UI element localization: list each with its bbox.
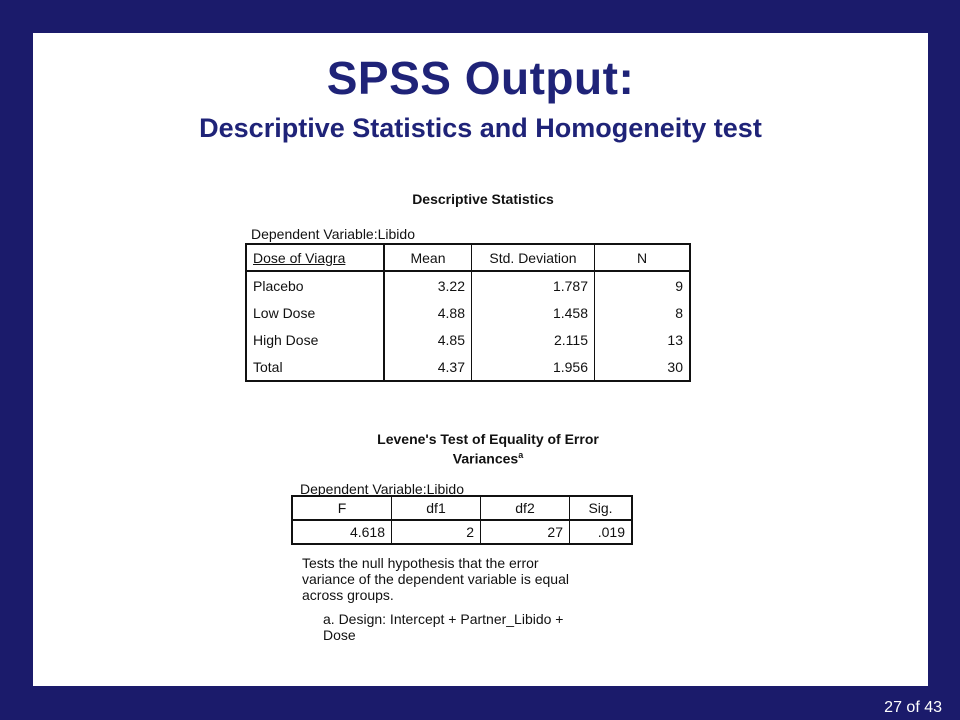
descriptives-dependent-variable: Dependent Variable:Libido bbox=[251, 226, 415, 242]
mean-cell: 4.85 bbox=[384, 326, 472, 353]
levene-header-row bbox=[292, 496, 632, 520]
levene-dependent-variable: Dependent Variable:Libido bbox=[300, 481, 464, 497]
table-row bbox=[246, 299, 690, 326]
sd-cell: 2.115 bbox=[472, 326, 595, 353]
levene-footnote bbox=[323, 611, 563, 643]
footnote-line: a. Design: Intercept + Partner_Libido + bbox=[323, 611, 564, 627]
slide-subtitle: Descriptive Statistics and Homogeneity test bbox=[199, 113, 762, 143]
descriptives-table bbox=[245, 243, 691, 382]
n-cell: 9 bbox=[675, 277, 683, 294]
n-cell: 30 bbox=[667, 358, 683, 375]
mean-cell: 4.88 bbox=[384, 299, 472, 326]
row-label: High Dose bbox=[246, 326, 384, 353]
levene-note bbox=[302, 555, 569, 603]
header-dose bbox=[246, 244, 384, 271]
slide-number: 27 of 43 bbox=[884, 699, 942, 716]
descriptives-header-row bbox=[246, 244, 690, 271]
table-row bbox=[246, 271, 690, 299]
sd-cell: 1.956 bbox=[472, 353, 595, 381]
levene-title-line2: Variances bbox=[452, 450, 519, 467]
table-row bbox=[246, 326, 690, 353]
levene-title-line1: Levene's Test of Equality of Error bbox=[377, 431, 599, 447]
footnote-line: Dose bbox=[323, 627, 356, 643]
levene-title-superscript: a bbox=[518, 450, 524, 460]
levene-title bbox=[323, 431, 653, 467]
header-dose-label: Dose of Viagra bbox=[253, 249, 346, 266]
header-f: F bbox=[292, 496, 392, 520]
table-row bbox=[246, 353, 690, 381]
n-cell: 8 bbox=[675, 304, 683, 321]
sd-cell: 1.787 bbox=[472, 271, 595, 299]
df2-cell: 27 bbox=[481, 520, 570, 544]
header-std-deviation: Std. Deviation bbox=[472, 244, 595, 271]
note-line: across groups. bbox=[302, 587, 394, 603]
n-cell: 13 bbox=[667, 331, 683, 348]
note-line: Tests the null hypothesis that the error bbox=[302, 555, 539, 571]
header-n: N bbox=[595, 244, 691, 271]
mean-cell: 4.37 bbox=[384, 353, 472, 381]
table-row bbox=[292, 520, 632, 544]
levene-table bbox=[291, 495, 633, 545]
slide-title: SPSS Output: bbox=[326, 52, 635, 104]
note-line: variance of the dependent variable is equal bbox=[302, 571, 569, 587]
f-cell: 4.618 bbox=[292, 520, 392, 544]
header-sig: Sig. bbox=[570, 496, 633, 520]
header-df1: df1 bbox=[392, 496, 481, 520]
descriptives-title: Descriptive Statistics bbox=[412, 191, 554, 207]
row-label: Placebo bbox=[246, 271, 384, 299]
row-label: Low Dose bbox=[246, 299, 384, 326]
header-df2: df2 bbox=[481, 496, 570, 520]
header-mean: Mean bbox=[384, 244, 472, 271]
sd-cell: 1.458 bbox=[472, 299, 595, 326]
sig-cell: .019 bbox=[597, 524, 625, 540]
row-label: Total bbox=[246, 353, 384, 381]
mean-cell: 3.22 bbox=[384, 271, 472, 299]
slide bbox=[33, 33, 928, 686]
df1-cell: 2 bbox=[392, 520, 481, 544]
